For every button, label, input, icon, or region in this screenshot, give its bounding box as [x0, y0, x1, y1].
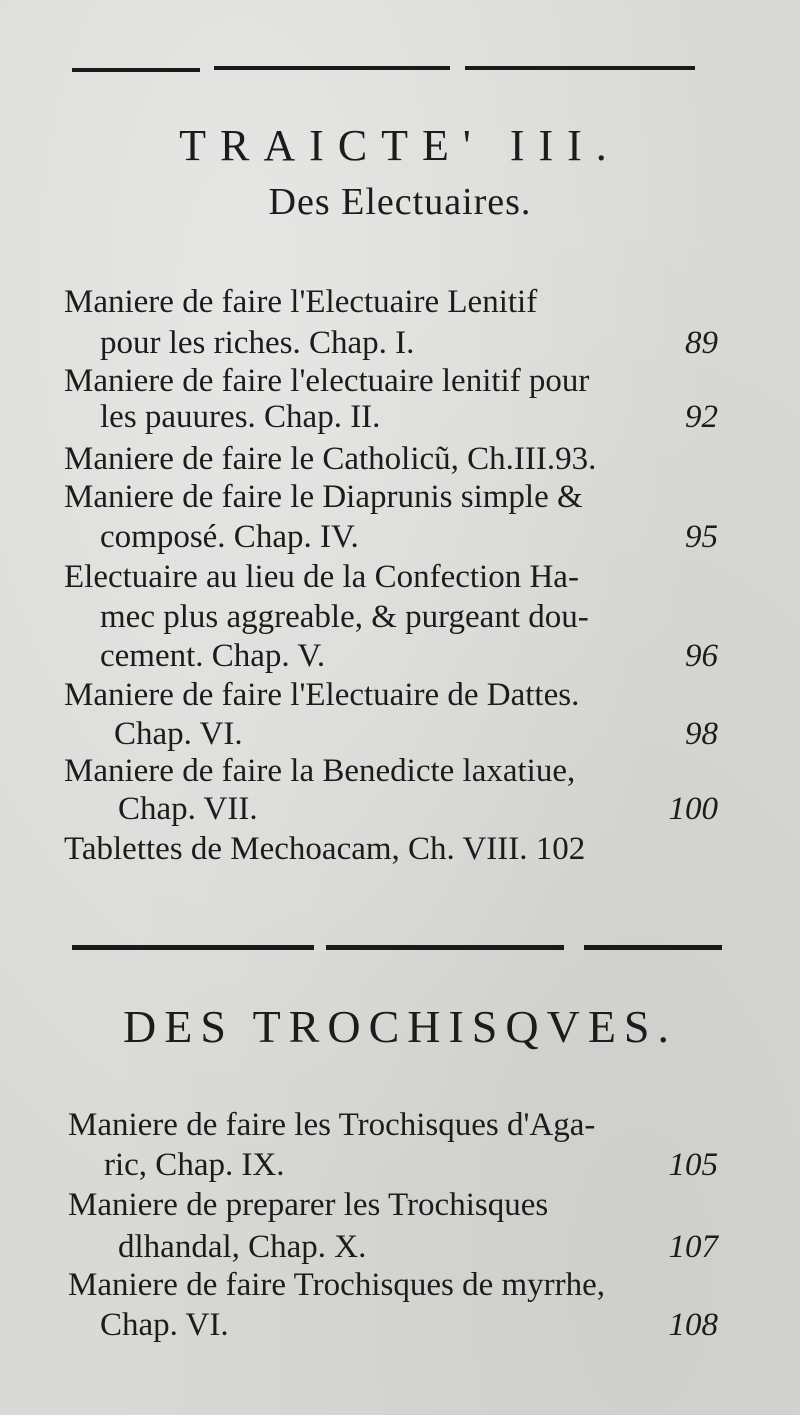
toc-entry-line: [68, 1106, 720, 1144]
toc-entry-line: [100, 1306, 718, 1344]
entry-text: Chap. VI.: [114, 716, 243, 752]
divider-rule-left: [72, 945, 314, 950]
toc-entry-line: [100, 518, 718, 556]
page-number: 92: [685, 399, 718, 435]
page-number: 107: [668, 1229, 718, 1265]
treatise-title: TRAICTE' III.: [179, 121, 621, 170]
top-rule-left: [72, 68, 200, 72]
toc-entry-line: [64, 676, 718, 714]
toc-entry-line: [64, 830, 718, 868]
toc-entry-line: [100, 324, 718, 362]
entry-text: Electuaire au lieu de la Confection Ha-: [64, 559, 579, 595]
toc-entry-line: [104, 1146, 718, 1184]
page-number: 105: [668, 1147, 718, 1183]
toc-entry-line: [68, 1186, 720, 1224]
entry-text: les pauures. Chap. II.: [100, 399, 381, 435]
entry-text: Maniere de faire Trochisques de myrrhe,: [68, 1267, 606, 1303]
toc-entry-line: [64, 478, 718, 516]
page-number: 108: [668, 1307, 718, 1343]
entry-text: composé. Chap. IV.: [100, 519, 359, 555]
entry-text: ric, Chap. IX.: [104, 1147, 285, 1183]
entry-text: cement. Chap. V.: [100, 638, 326, 674]
entry-text: mec plus aggreable, & purgeant dou-: [100, 599, 589, 635]
toc-entry-line: [64, 752, 718, 790]
divider-rule-middle: [326, 945, 564, 950]
entry-text: pour les riches. Chap. I.: [100, 325, 415, 361]
entry-text: Maniere de faire le Catholicũ, Ch.III.93.: [64, 441, 597, 477]
entry-text: Maniere de faire l'Electuaire Lenitif: [64, 284, 538, 320]
entry-text: Maniere de faire le Diaprunis simple &: [64, 479, 583, 515]
page-number: 95: [685, 519, 718, 555]
entry-text: dlhandal, Chap. X.: [118, 1229, 367, 1265]
toc-entry-line: [68, 1266, 720, 1304]
toc-entry-line: [118, 1228, 718, 1266]
toc-entry-line: [114, 715, 718, 753]
toc-entry-line: [64, 440, 718, 478]
toc-entry-line: [100, 598, 718, 636]
toc-entry-line: [64, 362, 718, 400]
entry-text: Maniere de faire l'Electuaire de Dattes.: [64, 677, 580, 713]
top-rule-right: [465, 66, 695, 70]
page-number: 89: [685, 325, 718, 361]
page-number: 98: [685, 716, 718, 752]
entry-text: Chap. VI.: [100, 1307, 229, 1343]
toc-entry-line: [100, 637, 718, 675]
trochisques-title: DES TROCHISQVES.: [123, 1001, 677, 1052]
toc-entry-line: [118, 790, 718, 828]
divider-rule-right: [584, 945, 722, 950]
toc-entry-line: [64, 283, 718, 321]
top-rule-middle: [214, 66, 450, 70]
entry-text: Maniere de preparer les Trochisques: [68, 1187, 549, 1223]
toc-entry-line: [100, 398, 718, 436]
entry-text: Maniere de faire l'electuaire lenitif pour: [64, 363, 590, 399]
entry-text: Maniere de faire la Benedicte laxatiue,: [64, 753, 576, 789]
entry-text: Chap. VII.: [118, 791, 258, 827]
page-number: 96: [685, 638, 718, 674]
entry-text: Maniere de faire les Trochisques d'Aga-: [68, 1107, 596, 1143]
entry-text: Tablettes de Mechoacam, Ch. VIII. 102: [64, 831, 586, 867]
treatise-subtitle: Des Electuaires.: [268, 181, 532, 223]
toc-entry-line: [64, 558, 718, 596]
page-number: 100: [668, 791, 718, 827]
